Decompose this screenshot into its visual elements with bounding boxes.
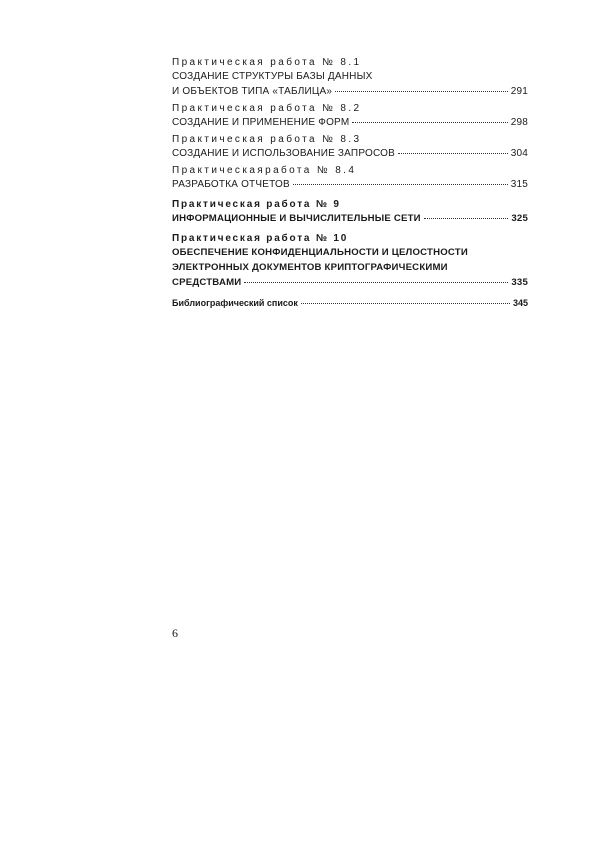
toc-entry-leader-row: [172, 275, 528, 290]
dot-leader: [244, 282, 508, 283]
dot-leader: [352, 122, 507, 123]
toc-entry-leader-row: [172, 146, 528, 161]
toc-entry-title-line: ЭЛЕКТРОННЫХ ДОКУМЕНТОВ КРИПТОГРАФИЧЕСКИМИ: [172, 262, 448, 273]
toc-entry-subtitle: Практическая работа № 9: [172, 199, 341, 210]
toc-entry-bibliography[interactable]: [172, 296, 528, 311]
toc-entry-8-4[interactable]: [172, 164, 528, 192]
toc-entry-8-1[interactable]: [172, 56, 528, 99]
toc-entry-subtitle: Практическая работа № 10: [172, 233, 349, 244]
toc-entry-title-line: СОЗДАНИЕ СТРУКТУРЫ БАЗЫ ДАННЫХ: [172, 71, 373, 82]
toc-entry-page: 291: [510, 86, 528, 97]
toc-entry-title-line: ОБЕСПЕЧЕНИЕ КОНФИДЕНЦИАЛЬНОСТИ И ЦЕЛОСТНОСТИ: [172, 247, 468, 258]
toc-entry-title-line: ИНФОРМАЦИОННЫЕ И ВЫЧИСЛИТЕЛЬНЫЕ СЕТИ: [172, 213, 421, 224]
toc-entry-title-line: РАЗРАБОТКА ОТЧЕТОВ: [172, 179, 290, 190]
toc-entry-leader-row: [172, 296, 528, 311]
bibliography-label: Библиографический список: [172, 298, 298, 308]
dot-leader: [301, 303, 510, 304]
toc-entry-page: 298: [510, 117, 528, 128]
toc-entry-page: 315: [510, 179, 528, 190]
toc-entry-page: 325: [511, 213, 528, 224]
toc-entry-9[interactable]: [172, 198, 528, 226]
toc-entry-8-2[interactable]: [172, 102, 528, 130]
toc-entry-subtitle: Практическая работа № 8.1: [172, 57, 362, 68]
toc-entry-leader-row: [172, 211, 528, 226]
dot-leader: [335, 91, 508, 92]
toc-entry-leader-row: [172, 84, 528, 99]
toc-entry-subtitle: Практическаяработа № 8.4: [172, 165, 357, 176]
table-of-contents: [172, 56, 528, 311]
toc-entry-leader-row: [172, 115, 528, 130]
toc-entry-page: 345: [512, 298, 528, 308]
toc-entry-page: 335: [511, 277, 528, 288]
dot-leader: [398, 153, 508, 154]
toc-entry-title-line: СОЗДАНИЕ И ПРИМЕНЕНИЕ ФОРМ: [172, 117, 350, 128]
toc-entry-8-3[interactable]: [172, 133, 528, 161]
dot-leader: [293, 184, 508, 185]
toc-entry-leader-row: [172, 177, 528, 192]
toc-entry-title-line: СРЕДСТВАМИ: [172, 277, 242, 288]
toc-entry-page: 304: [510, 148, 528, 159]
toc-entry-title-line: И ОБЪЕКТОВ ТИПА «ТАБЛИЦА»: [172, 86, 333, 97]
toc-entry-subtitle: Практическая работа № 8.3: [172, 134, 362, 145]
dot-leader: [424, 218, 509, 219]
toc-entry-subtitle: Практическая работа № 8.2: [172, 103, 362, 114]
page-number: 6: [172, 626, 178, 640]
toc-entry-10[interactable]: [172, 232, 528, 290]
toc-entry-title-line: СОЗДАНИЕ И ИСПОЛЬЗОВАНИЕ ЗАПРОСОВ: [172, 148, 395, 159]
